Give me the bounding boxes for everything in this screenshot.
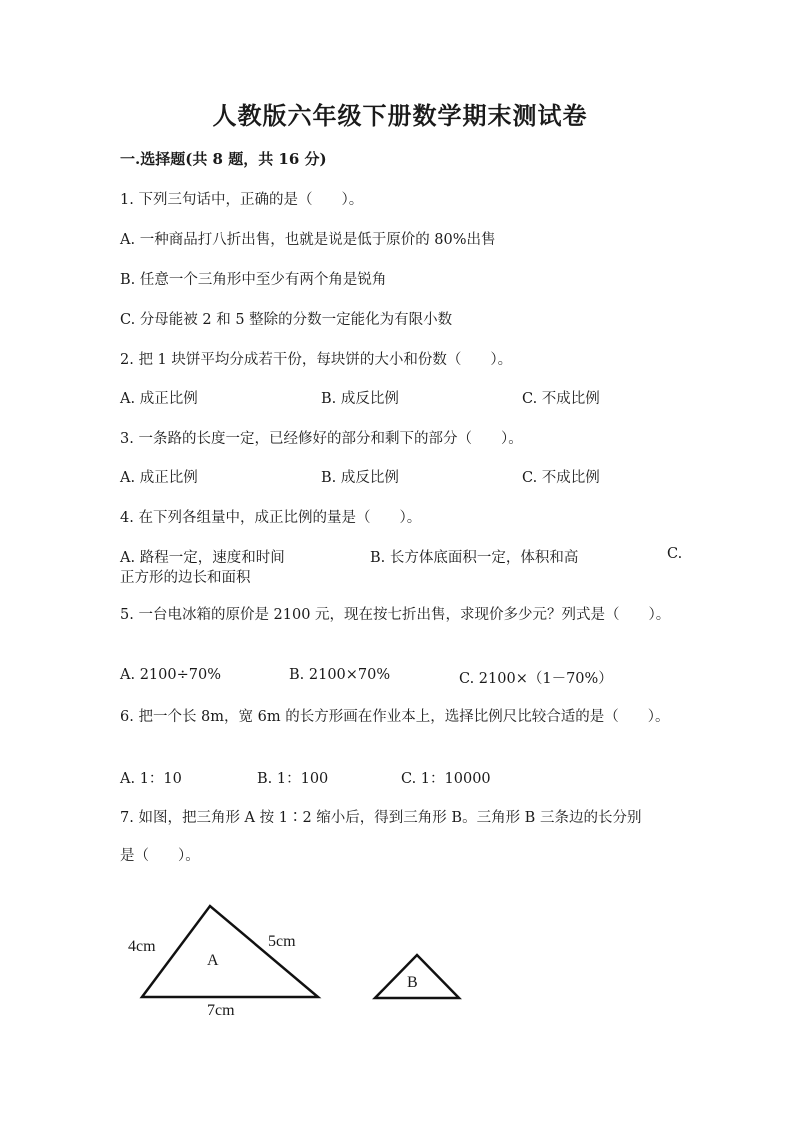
question-1-option-c[interactable]: C. 分母能被 2 和 5 整除的分数一定能化为有限小数: [120, 312, 453, 328]
page-title: 人教版六年级下册数学期末测试卷: [212, 101, 588, 130]
triangle-drawing: [120, 895, 480, 1030]
question-5-option-c[interactable]: C. 2100×（1－70%）: [459, 671, 613, 687]
question-2-option-c[interactable]: C. 不成比例: [522, 391, 600, 407]
question-7-stem-line-1: 7. 如图，把三角形 A 按 1∶2 缩小后，得到三角形 B。三角形 B 三条边的长分别: [120, 810, 642, 826]
question-6-option-c[interactable]: C. 1：10000: [401, 771, 491, 787]
question-7-stem-line-2: 是（ ）。: [120, 848, 200, 864]
question-5-stem: 5. 一台电冰箱的原价是 2100 元，现在按七折出售，求现价多少元？列式是（ ）。: [120, 607, 671, 623]
question-4-option-b[interactable]: B. 长方体底面积一定，体积和高: [370, 550, 579, 566]
question-4-option-c-label[interactable]: C.: [667, 546, 683, 562]
question-6-stem: 6. 把一个长 8m，宽 6m 的长方形画在作业本上，选择比例尺比较合适的是（ ）。: [120, 709, 670, 725]
question-2-stem: 2. 把 1 块饼平均分成若干份，每块饼的大小和份数（ ）。: [120, 352, 513, 368]
question-2-option-a[interactable]: A. 成正比例: [120, 391, 198, 407]
question-1-option-b[interactable]: B. 任意一个三角形中至少有两个角是锐角: [120, 272, 387, 288]
triangle-a-label: A: [207, 952, 219, 969]
question-6-option-a[interactable]: A. 1：10: [120, 771, 182, 787]
question-3-stem: 3. 一条路的长度一定，已经修好的部分和剩下的部分（ ）。: [120, 431, 523, 447]
side-label-right: 5cm: [268, 933, 296, 950]
question-2-option-b[interactable]: B. 成反比例: [321, 391, 399, 407]
triangle-a-shape: [142, 906, 318, 997]
question-4-stem: 4. 在下列各组量中，成正比例的量是（ ）。: [120, 510, 422, 526]
question-6-option-b[interactable]: B. 1：100: [257, 771, 329, 787]
question-1-option-a[interactable]: A. 一种商品打八折出售，也就是说是低于原价的 80%出售: [120, 232, 496, 248]
side-label-bottom: 7cm: [207, 1002, 235, 1019]
section-heading: 一.选择题(共 8 题，共 16 分): [120, 150, 327, 168]
question-3-option-c[interactable]: C. 不成比例: [522, 470, 600, 486]
question-1-stem: 1. 下列三句话中，正确的是（ ）。: [120, 192, 364, 208]
question-3-option-a[interactable]: A. 成正比例: [120, 470, 198, 486]
side-label-left: 4cm: [128, 938, 156, 955]
triangle-b-label: B: [407, 974, 418, 991]
question-5-option-b[interactable]: B. 2100×70%: [289, 667, 391, 683]
triangle-figure: [120, 895, 480, 1030]
question-4-option-a[interactable]: A. 路程一定，速度和时间: [120, 550, 285, 566]
question-4-option-c-text[interactable]: 正方形的边长和面积: [120, 570, 251, 586]
question-3-option-b[interactable]: B. 成反比例: [321, 470, 399, 486]
question-5-option-a[interactable]: A. 2100÷70%: [120, 667, 221, 683]
